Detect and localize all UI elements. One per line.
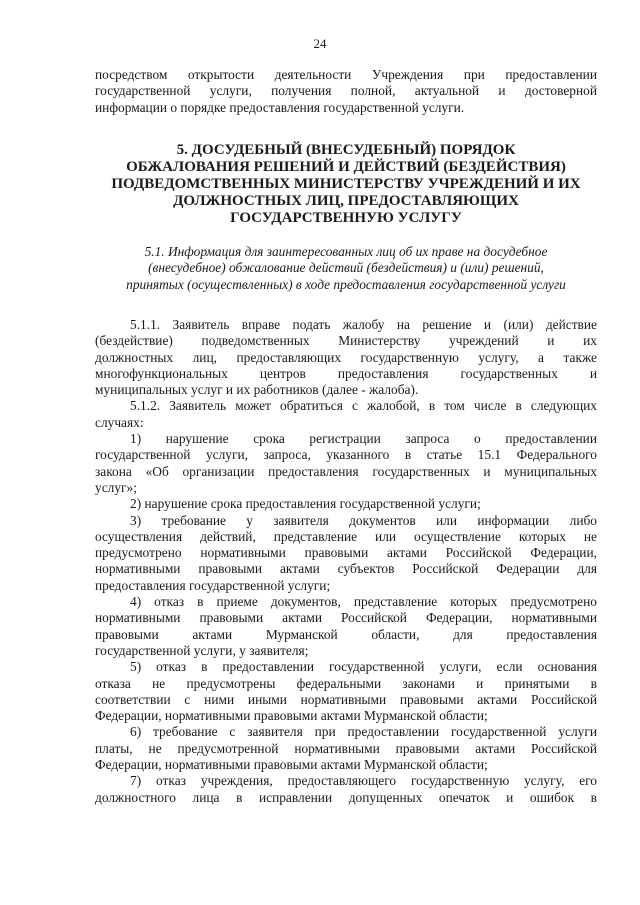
subsection-title-line: (внесудебное) обжалование действий (бездействия) и (или) решений, [148, 260, 544, 276]
text-line: услуг»; [95, 479, 137, 495]
section-title-line: ПОДВЕДОМСТВЕННЫХ МИНИСТЕРСТВУ УЧРЕЖДЕНИЙ И ИХ [111, 176, 581, 192]
text-line: государственной услуги, получения полной, актуальной и достоверной [95, 83, 597, 99]
text-line: 5.1.2. Заявитель может обратиться с жалобой, в том числе в следующих [130, 398, 597, 414]
text-line: правовыми актами Мурманской области, для предоставления [95, 626, 597, 642]
text-line: муниципальных услуг и их работников (далее - жалоба). [95, 382, 419, 398]
text-line: закона «Об организации предоставления государственных и муниципальных [95, 463, 597, 479]
text-line: 2) нарушение срока предоставления государственной услуги; [130, 496, 481, 512]
text-line: случаях: [95, 414, 144, 430]
text-line: многофункциональных центров предоставления государственных и [95, 365, 597, 381]
text-line: 6) требование с заявителя при предоставлении государственной услуги [130, 724, 597, 740]
text-line: осуществления действий, представление или осуществление которых не [95, 528, 597, 544]
text-line: предоставления государственной услуги; [95, 577, 331, 593]
subsection-title-line: принятых (осуществленных) в ходе предоставления государственной услуги [126, 276, 566, 292]
text-line: 7) отказ учреждения, предоставляющего государственную услугу, его [130, 773, 597, 789]
section-title-line: ОБЖАЛОВАНИЯ РЕШЕНИЙ И ДЕЙСТВИЙ (БЕЗДЕЙСТВИЯ) [126, 159, 566, 175]
body-text [95, 317, 597, 806]
text-line: должностного лица в исправлении допущенных опечаток и ошибок в [95, 789, 597, 805]
text-line: предусмотрено нормативными правовыми актами Российской Федерации, [95, 545, 597, 561]
text-line: государственной услуги, у заявителя; [95, 642, 309, 658]
text-line: посредством открытости деятельности Учреждения при предоставлении [95, 67, 597, 82]
text-line: 1) нарушение срока регистрации запроса о предоставлении [130, 431, 597, 447]
text-line: должностных лиц, предоставляющих государственную услугу, а также [95, 349, 597, 365]
text-line: информации о порядке предоставления государственной услуги. [95, 99, 465, 115]
text-line: отказа не предусмотрены федеральными законами и принятыми в [95, 675, 597, 691]
intro-paragraph [95, 67, 597, 116]
subsection-title-line: 5.1. Информация для заинтересованных лиц об их праве на досудебное [144, 244, 548, 259]
section-title-line: ДОЛЖНОСТНЫХ ЛИЦ, ПРЕДОСТАВЛЯЮЩИХ [173, 193, 519, 209]
text-line: 3) требование у заявителя документов или информации либо [130, 512, 597, 528]
subsection-title [95, 244, 597, 293]
text-line: 4) отказ в приеме документов, представление которых предусмотрено [130, 594, 597, 610]
text-line: Федерации, нормативными правовыми актами Мурманской области; [95, 708, 488, 724]
text-line: государственной услуги, запроса, указанного в статье 15.1 Федерального [95, 447, 597, 463]
text-line: Федерации, нормативными правовыми актами Мурманской области; [95, 757, 488, 773]
section-title [95, 142, 597, 227]
text-line: 5.1.1. Заявитель вправе подать жалобу на решение и (или) действие [130, 317, 597, 332]
text-line: нормативными правовыми актами субъектов Российской Федерации для [95, 561, 597, 577]
text-line: соответствии с ними иными нормативными правовыми актами Российской [95, 691, 597, 707]
page-number: 24 [313, 36, 327, 51]
text-line: 5) отказ в предоставлении государственной услуги, если основания [130, 659, 597, 675]
text-line: (бездействие) подведомственных Министерству учреждений и их [95, 333, 597, 349]
section-title-line: ГОСУДАРСТВЕННУЮ УСЛУГУ [230, 210, 462, 226]
text-line: платы, не предусмотренной нормативными правовыми актами Российской [95, 740, 597, 756]
text-line: нормативными правовыми актами Российской Федерации, нормативными [95, 610, 597, 626]
section-title-line: 5. ДОСУДЕБНЫЙ (ВНЕСУДЕБНЫЙ) ПОРЯДОК [176, 142, 516, 158]
